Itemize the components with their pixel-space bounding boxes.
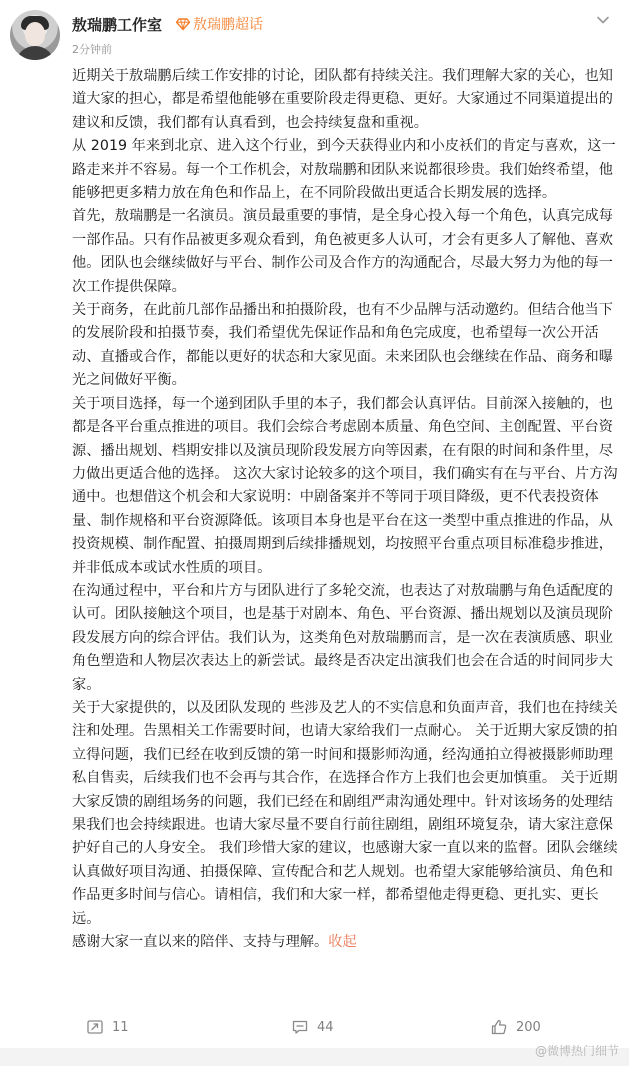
closing-line (72, 931, 620, 954)
paragraph: 首先，敖瑞鹏是一名演员。演员最重要的事情，是全身心投入每一个角色，认真完成每一部作品。只有作品被更多观众看到，角色被更多人认可，才会有更多人了解他、喜欢他。团队也会继续做好与平台、制作公司及合作方的沟通配合，尽最大努力为他的每一次工作提供保障。 (72, 208, 614, 295)
avatar-shirt (15, 46, 55, 60)
repost-icon (86, 1018, 104, 1036)
super-topic-label: 敖瑞鹏超话 (193, 17, 263, 33)
avatar[interactable] (10, 10, 60, 60)
repost-button[interactable] (86, 1016, 129, 1038)
like-count: 200 (516, 1019, 541, 1035)
closing-text: 感谢大家一直以来的陪伴、支持与理解。 (72, 934, 329, 951)
paragraph: 从 2019 年来到北京、进入这个行业，到今天获得业内和小皮袄们的肯定与喜欢，这一路走来并不容易。每一个工作机会，对敖瑞鹏和团队来说都很珍贵。我们始终希望，他能够把更多精力放在角色和作品上，在不同阶段做出更适合长期发展的选择。 (72, 138, 616, 202)
super-topic-link[interactable] (176, 15, 263, 33)
watermark: @微博热门细节 (534, 1044, 619, 1058)
comment-icon (291, 1018, 309, 1036)
action-bar (0, 1012, 629, 1042)
paragraph: 近期关于敖瑞鹏后续工作安排的讨论，团队都有持续关注。我们理解大家的关心，也知道大家的担心，都是希望他能够在重要阶段走得更稳、更好。大家通过不同渠道提出的建议和反馈，我们都有认真看到，也会持续复盘和重视。 (72, 68, 614, 131)
post-timestamp: 2分钟前 (72, 43, 112, 56)
chevron-down-icon[interactable] (595, 12, 611, 28)
post-body (72, 65, 620, 954)
author-name[interactable]: 敖瑞鹏工作室 (72, 16, 163, 34)
avatar-face (25, 22, 45, 46)
diamond-icon (176, 17, 190, 31)
paragraph: 在沟通过程中，平台和片方与团队进行了多轮交流，也表达了对敖瑞鹏与角色适配度的认可。团队接触这个项目，也是基于对剧本、角色、平台资源、播出规划以及演员现阶段发展方向的综合评估。我们认为，这类角色对敖瑞鹏而言，是一次在表演质感、职业角色塑造和人物层次表达上的新尝试。最终是否决定出演我们也会在合适的时间同步大家。 (72, 582, 614, 693)
comment-count: 44 (317, 1019, 334, 1035)
like-icon (490, 1018, 508, 1036)
post-header (10, 10, 619, 60)
paragraph: 关于商务，在此前几部作品播出和拍摄阶段，也有不少品牌与活动邀约。但结合他当下的发展阶段和拍摄节奏，我们希望优先保证作品和角色完成度，也希望每一次公开活动、直播或合作，都能以更好的状态和大家见面。未来团队也会继续在作品、商务和曝光之间做好平衡。 (72, 302, 614, 389)
collapse-link[interactable]: 收起 (328, 934, 357, 951)
paragraph: 关于项目选择，每一个递到团队手里的本子，我们都会认真评估。目前深入接触的，也都是各平台重点推进的项目。我们会综合考虑剧本质量、角色空间、主创配置、平台资源、播出规划、档期安排以及演员现阶段发展方向等因素，在有限的时间和条件里，尽力做出更适合他的选择。 这次大家讨论较多的这个项目，我们确实有在与平台、片方沟通中。也想借这个机会和大家说明：中剧备案并不等同于项目降级，更不代表投资体量、制作规格和平台资源降低。该项目本身也是平台在这一类型中重点推进的作品，从投资规模、制作配置、拍摄周期到后续排播规划，均按照平台重点项目标准稳步推进，并非低成本或试水性质的项目。 (72, 395, 618, 576)
like-button[interactable] (490, 1016, 541, 1038)
comment-button[interactable] (291, 1016, 334, 1038)
repost-count: 11 (112, 1019, 129, 1035)
paragraph: 关于大家提供的，以及团队发现的 些涉及艺人的不实信息和负面声音，我们也在持续关注和处理。告黑相关工作需要时间，也请大家给我们一点耐心。 关于近期大家反馈的拍立得问题，我们已经在收到反馈的第一时间和摄影师沟通，经沟通拍立得被摄影师助理私自售卖，后续我们也不会再与其合作，在选择合作方上我们也会更加慎重。 关于近期大家反馈的剧组场务的问题，我们已经在和剧组严肃沟通处理中。针对该场务的处理结果我们也会持续跟进。也请大家尽量不要自行前往剧组，剧组环境复杂，请大家注意保护好自己的人身安全。 我们珍惜大家的建议，也感谢大家一直以来的监督。团队会继续认真做好项目沟通、拍摄保障、宣传配合和艺人规划。也希望大家能够给演员、角色和作品更多时间与信心。请相信，我们和大家一样，都希望他走得更稳、更扎实、更长远。 (72, 699, 618, 927)
